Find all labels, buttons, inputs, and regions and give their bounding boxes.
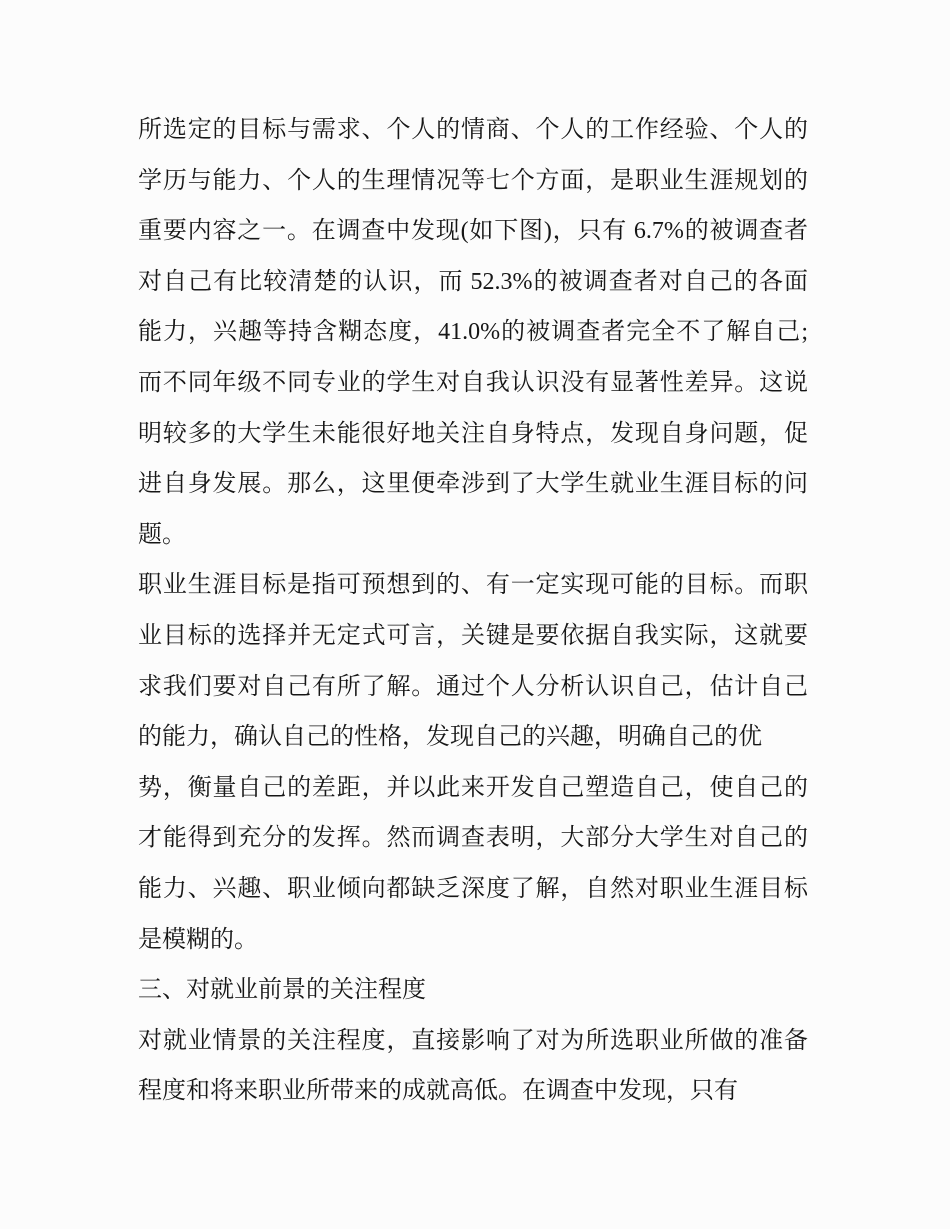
text-line: 能力，兴趣等持含糊态度，41.0%的被调查者完全不了解自己; — [138, 319, 808, 346]
text-line: 能力、兴趣、职业倾向都缺乏深度了解，自然对职业生涯目标 — [138, 875, 808, 902]
text-line: 对自己有比较清楚的认识，而 52.3%的被调查者对自己的各面 — [138, 268, 808, 295]
text-line: 业目标的选择并无定式可言，关键是要依据自我实际，这就要 — [138, 622, 808, 649]
text-line: 学历与能力、个人的生理情况等七个方面，是职业生涯规划的 — [138, 167, 808, 194]
text-line: 进自身发展。那么，这里便牵涉到了大学生就业生涯目标的问 — [138, 471, 808, 498]
text-line: 求我们要对自己有所了解。通过个人分析认识自己，估计自己 — [138, 673, 808, 700]
text-line: 所选定的目标与需求、个人的情商、个人的工作经验、个人的 — [138, 117, 808, 143]
text-line: 题。 — [138, 521, 186, 548]
text-line: 势，衡量自己的差距，并以此来开发自己塑造自己，使自己的 — [138, 774, 808, 801]
text-line: 对就业情景的关注程度，直接影响了对为所选职业所做的准备 — [138, 1027, 808, 1054]
text-line: 明较多的大学生未能很好地关注自身特点，发现自身问题，促 — [138, 420, 808, 447]
text-line: 程度和将来职业所带来的成就高低。在调查中发现，只有 — [138, 1078, 738, 1105]
text-line: 重要内容之一。在调查中发现(如下图)，只有 6.7%的被调查者 — [138, 218, 808, 245]
text-line: 职业生涯目标是指可预想到的、有一定实现可能的目标。而职 — [138, 572, 808, 599]
text-line: 是模糊的。 — [138, 926, 258, 953]
text-line: 才能得到充分的发挥。然而调查表明，大部分大学生对自己的 — [138, 825, 808, 852]
section-heading: 三、对就业前景的关注程度 — [138, 977, 426, 1004]
document-content — [138, 105, 808, 1117]
text-line: 而不同年级不同专业的学生对自我认识没有显著性差异。这说 — [138, 369, 808, 396]
text-line: 的能力，确认自己的性格，发现自己的兴趣，明确自己的优 — [138, 724, 762, 751]
